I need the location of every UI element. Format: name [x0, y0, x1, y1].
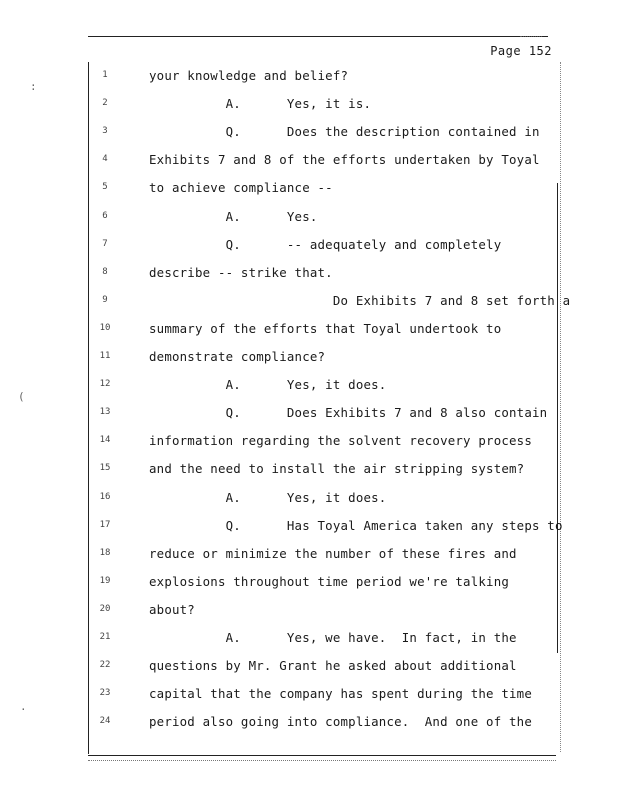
line-number: 10: [99, 322, 111, 333]
transcript-line: [0, 600, 618, 620]
line-text: A. Yes.: [149, 208, 318, 224]
line-number: 5: [102, 182, 108, 193]
line-text: demonstrate compliance?: [149, 349, 326, 364]
line-text: about?: [149, 601, 195, 617]
top-border-dots: [520, 36, 542, 37]
transcript-line: [0, 94, 618, 114]
transcript-line: [0, 684, 618, 704]
transcript-line: [0, 656, 618, 676]
line-text: Exhibits 7 and 8 of the efforts undertaken by Toyal: [149, 152, 540, 168]
line-text: and the need to install the air stripping system?: [149, 461, 525, 477]
line-text: describe -- strike that.: [149, 264, 333, 280]
line-text: Do Exhibits 7 and 8 set forth a: [149, 292, 571, 308]
line-text: A. Yes, we have. In fact, in the: [149, 630, 517, 645]
line-number: 7: [102, 238, 108, 249]
line-number: 17: [99, 519, 111, 530]
line-text: Q. -- adequately and completely: [149, 236, 502, 252]
line-number: 3: [102, 126, 108, 137]
transcript-line: [0, 178, 618, 198]
transcript-line: [0, 544, 618, 564]
transcript-line: [0, 403, 618, 423]
line-text: capital that the company has spent during the time: [149, 686, 532, 702]
line-number: 20: [99, 603, 111, 614]
line-number: 22: [99, 660, 111, 671]
transcript-line: [0, 263, 618, 283]
transcript-line: [0, 291, 618, 311]
transcript-line: [0, 207, 618, 227]
transcript-line: [0, 628, 618, 648]
top-border-rule: [88, 36, 548, 37]
line-number: 21: [99, 632, 111, 642]
line-number: 16: [99, 491, 111, 502]
bottom-border-dots: [88, 760, 556, 761]
line-text: information regarding the solvent recovery process: [149, 433, 532, 449]
transcript-line: [0, 150, 618, 170]
line-text: Q. Does Exhibits 7 and 8 also contain: [149, 405, 548, 421]
line-text: your knowledge and belief?: [149, 68, 349, 83]
line-text: to achieve compliance --: [149, 180, 333, 196]
line-number: 2: [102, 98, 108, 109]
line-text: A. Yes, it does.: [149, 489, 387, 505]
line-number: 24: [99, 716, 111, 727]
line-text: reduce or minimize the number of these fires and: [149, 545, 517, 561]
line-number: 19: [99, 575, 111, 586]
line-number: 13: [99, 407, 111, 418]
line-number: 8: [102, 266, 108, 277]
line-number: 12: [99, 379, 111, 390]
line-number: 23: [99, 688, 111, 699]
line-text: Q. Has Toyal America taken any steps to: [149, 517, 563, 533]
line-number: 11: [99, 351, 111, 361]
line-number: 18: [99, 547, 111, 558]
transcript-line: [0, 66, 618, 86]
scan-artifact-mark: :: [30, 80, 37, 93]
transcript-line: [0, 712, 618, 732]
scan-artifact-mark: .: [20, 700, 27, 713]
transcript-line: [0, 319, 618, 339]
page-number: Page 152: [490, 44, 552, 58]
line-text: explosions throughout time period we're talking: [149, 573, 510, 589]
transcript-line: [0, 122, 618, 142]
transcript-line: [0, 516, 618, 536]
scan-artifact-mark: (: [18, 390, 25, 403]
line-number: 15: [99, 463, 111, 474]
line-number: 6: [102, 210, 108, 221]
line-number: 14: [99, 435, 111, 446]
line-number: 1: [102, 70, 108, 80]
bottom-border-rule: [88, 755, 556, 756]
line-number: 9: [102, 294, 108, 305]
line-text: summary of the efforts that Toyal undertook to: [149, 320, 502, 336]
line-text: A. Yes, it does.: [149, 377, 387, 393]
transcript-line: [0, 375, 618, 395]
transcript-line: [0, 431, 618, 451]
line-number: 4: [102, 154, 108, 165]
transcript-line: [0, 572, 618, 592]
transcript-line: [0, 459, 618, 479]
line-text: Q. Does the description contained in: [149, 124, 540, 140]
transcript-line: [0, 347, 618, 367]
line-text: A. Yes, it is.: [149, 96, 372, 112]
line-text: period also going into compliance. And one of the: [149, 714, 532, 730]
transcript-line: [0, 235, 618, 255]
line-text: questions by Mr. Grant he asked about additional: [149, 658, 517, 674]
transcript-line: [0, 488, 618, 508]
